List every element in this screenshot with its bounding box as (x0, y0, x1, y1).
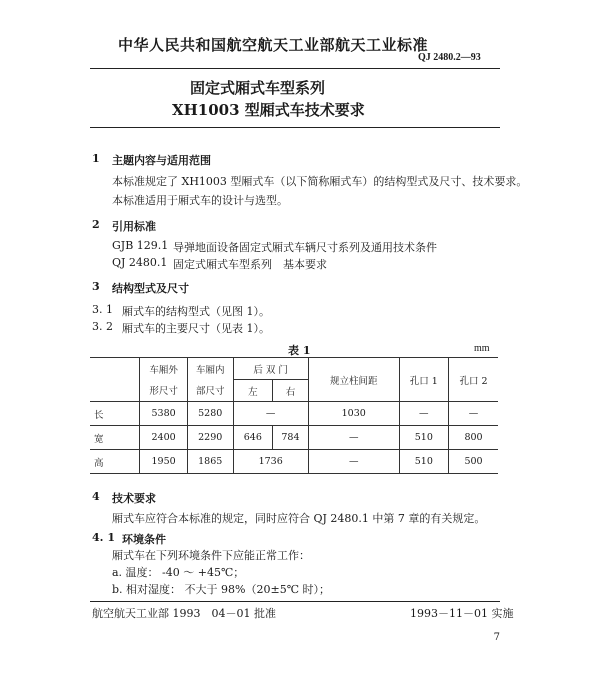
cell-height-frame: — (308, 450, 399, 474)
cell-length-frame: 1030 (308, 402, 399, 426)
cell-length-inner: 5280 (187, 402, 233, 426)
table-row (90, 426, 498, 450)
table-corner (90, 358, 140, 402)
footer-rule (90, 601, 500, 602)
cell-length-door: — (233, 402, 308, 426)
clause-4-1-item-b: b. 相对湿度： 不大于 98%（20±5℃ 时）； (112, 583, 330, 596)
clause-4-1-number: 4. 1 (92, 531, 115, 544)
row-label-height: 高 (90, 450, 140, 474)
section-1-para-2: 本标准适用于厢式车的设计与选型。 (112, 194, 288, 207)
reference-1-code: GJB 129.1 (112, 239, 169, 252)
reference-2-title: 固定式厢式车型系列 基本要求 (173, 258, 327, 271)
section-1-number: 1 (92, 152, 100, 165)
section-3-title: 结构型式及尺寸 (112, 282, 189, 295)
implementation-date: 1993－11－01 实施 (410, 607, 514, 620)
table-caption: 表 1 (288, 344, 311, 357)
doc-title-line1: 固定式厢式车型系列 (190, 79, 326, 97)
table-row (90, 402, 498, 426)
section-2-number: 2 (92, 218, 100, 231)
cell-width-outer: 2400 (140, 426, 188, 450)
cell-height-outer: 1950 (140, 450, 188, 474)
cell-height-door: 1736 (233, 450, 308, 474)
page-number: 7 (493, 632, 500, 643)
header-door-left: 左 (233, 380, 273, 402)
table-row (90, 450, 498, 474)
header-rear-door: 后 双 门 (233, 358, 308, 380)
reference-1-title: 导弹地面设备固定式厢式车辆尺寸系列及通用技术条件 (173, 241, 437, 254)
cell-length-outer: 5380 (140, 402, 188, 426)
clause-3-1-number: 3. 1 (92, 303, 113, 316)
clause-3-2-text: 厢式车的主要尺寸（见表 1）。 (122, 322, 270, 335)
issuing-authority: 中华人民共和国航空航天工业部航天工业标准 (118, 36, 429, 54)
clause-3-1-text: 厢式车的结构型式（见图 1）。 (122, 305, 270, 318)
title-rule (90, 127, 500, 128)
cell-length-hole2: — (449, 402, 498, 426)
header-rule (90, 68, 500, 69)
header-inner-line1: 车厢内 (187, 358, 233, 380)
header-frame-spacing: 规立柱间距 (308, 358, 399, 402)
clause-4-1-intro: 厢式车在下列环境条件下应能正常工作： (112, 549, 310, 562)
standard-code: QJ 2480.2—93 (418, 52, 481, 63)
section-4-number: 4 (92, 490, 100, 503)
row-label-width: 宽 (90, 426, 140, 450)
header-door-right: 右 (273, 380, 309, 402)
cell-width-door-right: 784 (273, 426, 309, 450)
dimension-table (90, 357, 498, 474)
header-outer-line1: 车厢外 (140, 358, 188, 380)
header-outer-line2: 形尺寸 (140, 380, 188, 402)
cell-length-hole1: — (399, 402, 448, 426)
clause-4-1-title: 环境条件 (122, 533, 166, 546)
cell-height-inner: 1865 (187, 450, 233, 474)
header-hole-2: 孔口 2 (449, 358, 498, 402)
clause-4-1-item-a: a. 温度： -40 ～ +45℃； (112, 566, 245, 579)
section-1-title: 主题内容与适用范围 (112, 154, 211, 167)
header-hole-1: 孔口 1 (399, 358, 448, 402)
reference-2-code: QJ 2480.1 (112, 256, 168, 269)
clause-3-2-number: 3. 2 (92, 320, 113, 333)
cell-width-hole1: 510 (399, 426, 448, 450)
cell-width-hole2: 800 (449, 426, 498, 450)
cell-width-inner: 2290 (187, 426, 233, 450)
section-4-title: 技术要求 (112, 492, 156, 505)
section-3-number: 3 (92, 280, 100, 293)
doc-title-line2: XH1003 型厢式车技术要求 (172, 101, 365, 119)
approval-date: 航空航天工业部 1993 04－01 批准 (92, 607, 276, 620)
section-4-para-1: 厢式车应符合本标准的规定，同时应符合 QJ 2480.1 中第 7 章的有关规定。 (112, 512, 486, 525)
row-label-length: 长 (90, 402, 140, 426)
table-unit: mm (474, 343, 490, 354)
header-inner-line2: 部尺寸 (187, 380, 233, 402)
section-1-para-1: 本标准规定了 XH1003 型厢式车（以下简称厢式车）的结构型式及尺寸、技术要求。 (112, 175, 528, 188)
cell-height-hole1: 510 (399, 450, 448, 474)
cell-width-frame: — (308, 426, 399, 450)
cell-width-door-left: 646 (233, 426, 273, 450)
section-2-title: 引用标准 (112, 220, 156, 233)
cell-height-hole2: 500 (449, 450, 498, 474)
